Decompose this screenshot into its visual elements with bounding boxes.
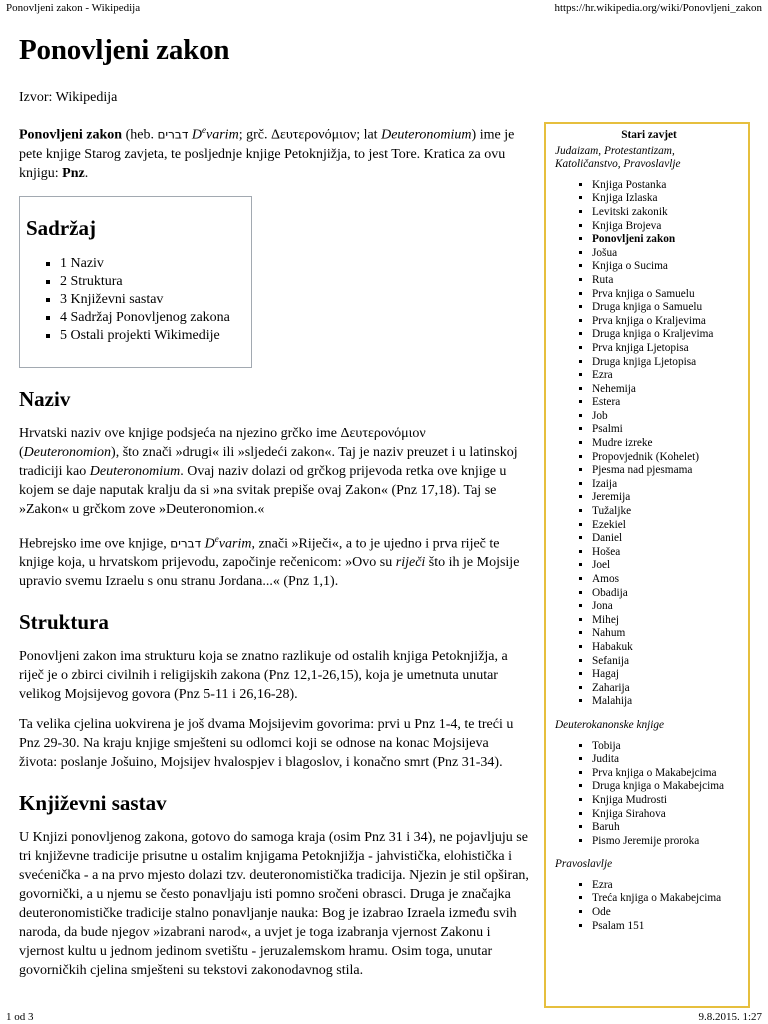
deutero-label: Deuterokanonske knjige (555, 718, 665, 731)
navbox-title[interactable]: Stari zavjet (621, 129, 677, 141)
struktura-paragraph-2: Ta velika cjelina uokvirena je još dvama Mojsijevim govorima: prvi u Pnz 1-4, te treći u Pnz 29-30. Na kraju knjige smješteni su odlomci koji se odnose na konac Mojsijeva života: poslanje Jošuino, Mojsijev hvalospjev i blagoslov, i konačno smrt (Pnz 31-34). (19, 717, 514, 771)
navbox-book-link[interactable]: ▪ Hošea (592, 546, 743, 560)
section-heading-knjizevni-sastav: Književni sastav (19, 791, 167, 816)
navbox-book-link[interactable]: ▪ Daniel (592, 532, 743, 546)
naziv-paragraph-1 (19, 424, 529, 519)
navbox-book-link[interactable]: ▪ Druga knjiga o Makabejcima (592, 780, 743, 794)
intro-latin: Deuteronomium (381, 127, 472, 143)
navbox-book-link[interactable]: ▪ Zaharija (592, 682, 743, 696)
navbox-book-link[interactable]: ▪ Tužaljke (592, 505, 743, 519)
text: Hebrejsko ime ove knjige, (19, 536, 171, 552)
navbox-book-link[interactable]: ▪ Estera (592, 396, 743, 410)
navbox-book-link[interactable]: ▪ Judita (592, 753, 743, 767)
navbox-book-link: ▪ Ponovljeni zakon (592, 233, 743, 247)
navbox-book-link[interactable]: ▪ Mihej (592, 614, 743, 628)
table-of-contents (19, 196, 252, 368)
intro-text: ; grč. Δευτερονόμιον; lat (238, 127, 382, 143)
toc-title: Sadržaj (26, 215, 96, 240)
orthodox-list (555, 879, 743, 933)
italic-term: D (201, 536, 215, 552)
print-header-title: Ponovljeni zakon - Wikipedija (6, 2, 141, 14)
source-line: Izvor: Wikipedija (19, 90, 118, 105)
toc-item[interactable]: ▪ 3 Književni sastav (60, 291, 251, 309)
text: što ih je Mojsije upravio svemu Izraelu s onu stranu Jordana...« (Pnz 1,1). (19, 555, 520, 590)
navbox-book-link[interactable]: ▪ Treća knjiga o Makabejcima (592, 892, 743, 906)
navbox-book-link[interactable]: ▪ Ezekiel (592, 519, 743, 533)
navbox-book-link[interactable]: ▪ Druga knjiga o Samuelu (592, 301, 743, 315)
orthodox-label: Pravoslavlje (555, 858, 613, 871)
text: Hrvatski naziv ove knjige podsjeća na njezino grčko ime Δευτερονόμιον ( (19, 425, 426, 460)
intro-bold-name: Ponovljeni zakon (19, 127, 123, 143)
text: , znači »Riječi«, a to je ujedno i prva riječ te knjige koja, u hrvatskom prijevodu, započinje rečenicom: »Ovo su (19, 536, 500, 571)
navbox-book-link[interactable]: ▪ Nehemija (592, 383, 743, 397)
print-header-url[interactable]: https://hr.wikipedia.org/wiki/Ponovljeni_zakon (554, 2, 762, 14)
navbox-book-link[interactable]: ▪ Knjiga o Sucima (592, 260, 743, 274)
old-testament-navbox (544, 122, 750, 1008)
hebrew-word: דברים (170, 536, 202, 551)
navbox-book-link[interactable]: ▪ Propovjednik (Kohelet) (592, 451, 743, 465)
struktura-paragraph-1: Ponovljeni zakon ima strukturu koja se znatno razlikuje od ostalih knjiga Petoknjižja, a riječ je o zbirci civilnih i religijskih zakona (Pnz 12,1-26,15), koja je umetnuta unutar velikog Mojsijevog govora (Pnz 5-11 i 26,16-28). (19, 649, 508, 703)
intro-abbr: Pnz (62, 165, 85, 181)
toc-list (26, 255, 251, 345)
navbox-book-link[interactable]: ▪ Jošua (592, 247, 743, 261)
navbox-book-link[interactable]: ▪ Prva knjiga o Samuelu (592, 288, 743, 302)
print-header (6, 2, 762, 14)
navbox-book-link[interactable]: ▪ Amos (592, 573, 743, 587)
italic-term: varim (218, 536, 252, 552)
navbox-book-link[interactable]: ▪ Ruta (592, 274, 743, 288)
navbox-book-link[interactable]: ▪ Mudre izreke (592, 437, 743, 451)
toc-item[interactable]: ▪ 5 Ostali projekti Wikimedije (60, 327, 251, 345)
navbox-book-link[interactable]: ▪ Druga knjiga Ljetopisa (592, 356, 743, 370)
navbox-book-link[interactable]: ▪ Prva knjiga o Makabejcima (592, 767, 743, 781)
navbox-book-link[interactable]: ▪ Hagaj (592, 668, 743, 682)
navbox-book-link[interactable]: ▪ Ode (592, 906, 743, 920)
intro-hebrew: דברים (157, 127, 189, 142)
italic-term: Deuteronomion (23, 444, 112, 460)
naziv-paragraph-2 (19, 530, 529, 592)
navbox-book-link[interactable]: ▪ Psalam 151 (592, 920, 743, 934)
navbox-book-link[interactable]: ▪ Knjiga Brojeva (592, 220, 743, 234)
navbox-book-link[interactable]: ▪ Sefanija (592, 655, 743, 669)
navbox-book-link[interactable]: ▪ Tobija (592, 740, 743, 754)
navbox-book-link[interactable]: ▪ Ezra (592, 879, 743, 893)
navbox-book-link[interactable]: ▪ Knjiga Sirahova (592, 808, 743, 822)
deutero-list (555, 740, 743, 849)
knjizevni-paragraph-1: U Knjizi ponovljenog zakona, gotovo do samoga kraja (osim Pnz 31 i 34), ne pojavljuju se tri književne tradicije prisutne u ostalim knjigama Petoknjižja - jahvistička, elohistička i svećenička - a na prvo mjesto dolazi tzv. deuteronomistička tradicija. Njezin je stil opširan, govornički, a u njemu se često ponavljaju isti pomno sročeni obrasci. Druga je značajka deuteronomističke tradicije stalno ponavljanje nauka: Bog je izabrao Izraela između svih naroda, da bude njegov »izabrani narod«, a uvjet je toga izabranja vjernost Zakonu i vjernost kultu u jednom jedinom svetištu - jeruzalemskom hramu. Osim toga, unutar govorničkih cjelina smješteni su tekstovi zakonodavnog stila. (19, 830, 529, 979)
navbox-book-link[interactable]: ▪ Obadija (592, 587, 743, 601)
intro-varim: varim (206, 127, 239, 143)
navbox-book-link[interactable]: ▪ Knjiga Postanka (592, 179, 743, 193)
navbox-book-link[interactable]: ▪ Baruh (592, 821, 743, 835)
navbox-book-link[interactable]: ▪ Izaija (592, 478, 743, 492)
toc-item[interactable]: ▪ 1 Naziv (60, 255, 251, 273)
navbox-book-link[interactable]: ▪ Knjiga Izlaska (592, 192, 743, 206)
article-content (19, 121, 529, 991)
intro-text: . (84, 165, 89, 181)
navbox-book-link[interactable]: ▪ Prva knjiga Ljetopisa (592, 342, 743, 356)
print-datetime: 9.8.2015. 1:27 (698, 1011, 762, 1023)
print-footer (6, 1011, 762, 1023)
navbox-book-link[interactable]: ▪ Malahija (592, 695, 743, 709)
navbox-subtitle: Judaizam, Protestantizam, Katoličanstvo, Pravoslavlje (555, 144, 681, 171)
navbox-book-link[interactable]: ▪ Pjesma nad pjesmama (592, 464, 743, 478)
superscript: e (214, 533, 219, 544)
navbox-book-link[interactable]: ▪ Jona (592, 600, 743, 614)
navbox-book-link[interactable]: ▪ Pismo Jeremije proroka (592, 835, 743, 849)
italic-term: riječi (395, 555, 426, 571)
navbox-book-link[interactable]: ▪ Job (592, 410, 743, 424)
intro-sup: e (202, 125, 207, 135)
books-list (555, 179, 743, 709)
navbox-book-link[interactable]: ▪ Psalmi (592, 423, 743, 437)
page-title: Ponovljeni zakon (19, 34, 230, 66)
navbox-book-link[interactable]: ▪ Habakuk (592, 641, 743, 655)
intro-text: (heb. (122, 127, 158, 143)
navbox-book-link[interactable]: ▪ Joel (592, 559, 743, 573)
section-heading-struktura: Struktura (19, 610, 109, 635)
intro-d: D (188, 127, 203, 143)
navbox-book-link[interactable]: ▪ Jeremija (592, 491, 743, 505)
toc-item[interactable]: ▪ 4 Sadržaj Ponovljenog zakona (60, 309, 251, 327)
text: . Ovaj naziv dolazi od grčkog prijevoda retka ove knjige u kojem se daje naputak kralju da si »na svitak prepiše ovaj Zakon« (Pnz 17,18). Taj se »Zakon« u grčkom zove »Deuteronomion.« (19, 463, 507, 517)
toc-item[interactable]: ▪ 2 Struktura (60, 273, 251, 291)
navbox-book-link[interactable]: ▪ Druga knjiga o Kraljevima (592, 328, 743, 342)
navbox-book-link[interactable]: ▪ Levitski zakonik (592, 206, 743, 220)
intro-text: ) ime je pete knjige Starog zavjeta, te posljednje knjige Petoknjižja, to jest Tore. Kratica za ovu knjigu: (19, 127, 515, 181)
text: ), što znači »drugi« ili »sljedeći zakon«. Taj je naziv preuzet i u latinskoj tradiciji kao (19, 444, 518, 479)
section-heading-naziv: Naziv (19, 386, 71, 411)
page-counter: 1 od 3 (6, 1011, 34, 1023)
navbox-book-link[interactable]: ▪ Nahum (592, 627, 743, 641)
italic-term: Deuteronomium (89, 463, 181, 479)
navbox-book-link[interactable]: ▪ Ezra (592, 369, 743, 383)
navbox-book-link[interactable]: ▪ Prva knjiga o Kraljevima (592, 315, 743, 329)
navbox-book-link[interactable]: ▪ Knjiga Mudrosti (592, 794, 743, 808)
intro-paragraph (19, 121, 529, 183)
